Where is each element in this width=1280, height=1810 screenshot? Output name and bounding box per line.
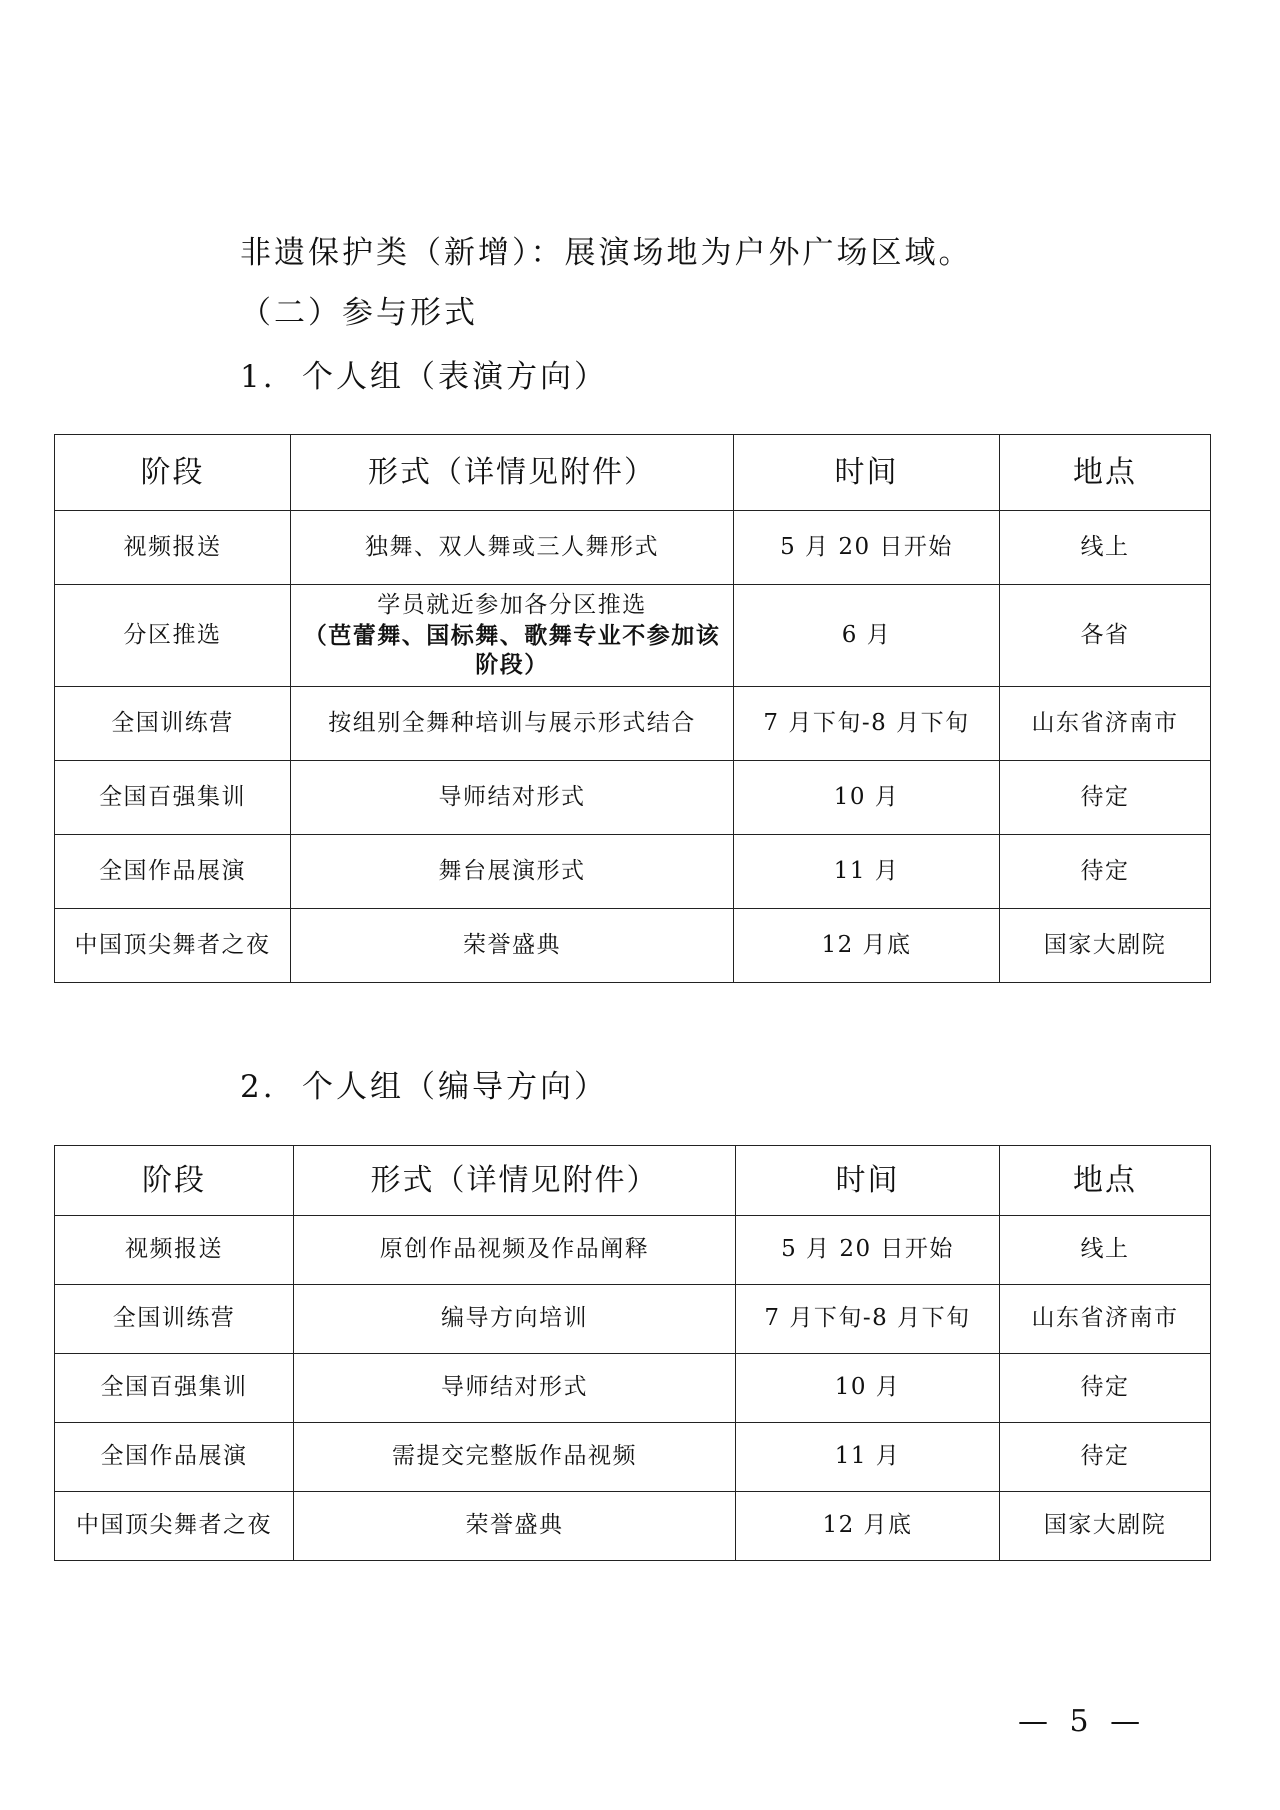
cell-form-note: （芭蕾舞、国标舞、歌舞专业不参加该阶段）: [303, 621, 721, 679]
cell-place: 待定: [1000, 1423, 1211, 1492]
table-row: [55, 511, 1211, 585]
cell-place: 线上: [1000, 511, 1211, 585]
cell-form: 原创作品视频及作品阐释: [294, 1216, 736, 1285]
table2-heading: [240, 1069, 608, 1105]
table1-heading-text: 个人组（表演方向）: [302, 359, 608, 395]
header-time: 时间: [736, 1146, 1000, 1216]
table-row: [55, 761, 1211, 835]
cell-form: [291, 585, 734, 687]
paragraph-nonheritage: 非遗保护类（新增）：展演场地为户外广场区域。: [240, 235, 973, 271]
cell-place: 待定: [1000, 835, 1211, 909]
cell-form: 需提交完整版作品视频: [294, 1423, 736, 1492]
cell-time: 12 月底: [734, 909, 1000, 983]
header-time: 时间: [734, 435, 1000, 511]
cell-form: 舞台展演形式: [291, 835, 734, 909]
cell-time: 12 月底: [736, 1492, 1000, 1561]
cell-time: 6 月: [734, 585, 1000, 687]
cell-time: 10 月: [734, 761, 1000, 835]
header-form: 形式（详情见附件）: [294, 1146, 736, 1216]
cell-place: 待定: [1000, 1354, 1211, 1423]
cell-time: 7 月下旬-8 月下旬: [734, 687, 1000, 761]
cell-form: 荣誉盛典: [294, 1492, 736, 1561]
cell-stage: 全国作品展演: [55, 835, 291, 909]
cell-time: 7 月下旬-8 月下旬: [736, 1285, 1000, 1354]
table-row: [55, 909, 1211, 983]
page-number: — 5 —: [1018, 1704, 1147, 1739]
table-header-row: [55, 1146, 1211, 1216]
cell-stage: 全国作品展演: [55, 1423, 294, 1492]
header-place: 地点: [1000, 1146, 1211, 1216]
section-heading-participation: （二）参与形式: [240, 295, 478, 331]
table-row: [55, 1354, 1211, 1423]
cell-stage: 全国百强集训: [55, 1354, 294, 1423]
cell-place: 国家大剧院: [1000, 909, 1211, 983]
cell-form: 导师结对形式: [294, 1354, 736, 1423]
table1-heading: [240, 359, 608, 395]
cell-form: 独舞、双人舞或三人舞形式: [291, 511, 734, 585]
table-row: [55, 1216, 1211, 1285]
table2-number: 2.: [240, 1069, 276, 1105]
table-row: [55, 835, 1211, 909]
cell-stage: 全国百强集训: [55, 761, 291, 835]
table1-number: 1.: [240, 359, 276, 395]
cell-time: 11 月: [734, 835, 1000, 909]
cell-place: 国家大剧院: [1000, 1492, 1211, 1561]
cell-stage: 中国顶尖舞者之夜: [55, 1492, 294, 1561]
table-row: [55, 1423, 1211, 1492]
cell-form: 荣誉盛典: [291, 909, 734, 983]
cell-stage: 分区推选: [55, 585, 291, 687]
cell-form-main: 学员就近参加各分区推选: [377, 591, 647, 618]
header-place: 地点: [1000, 435, 1211, 511]
cell-form: 导师结对形式: [291, 761, 734, 835]
cell-place: 各省: [1000, 585, 1211, 687]
cell-time: 5 月 20 日开始: [734, 511, 1000, 585]
cell-stage: 视频报送: [55, 1216, 294, 1285]
cell-place: 山东省济南市: [1000, 687, 1211, 761]
cell-form: 编导方向培训: [294, 1285, 736, 1354]
cell-time: 11 月: [736, 1423, 1000, 1492]
cell-stage: 全国训练营: [55, 687, 291, 761]
cell-stage: 视频报送: [55, 511, 291, 585]
table-row: [55, 687, 1211, 761]
cell-time: 10 月: [736, 1354, 1000, 1423]
choreography-schedule-table: [54, 1145, 1211, 1561]
cell-stage: 全国训练营: [55, 1285, 294, 1354]
header-form: 形式（详情见附件）: [291, 435, 734, 511]
table2-heading-text: 个人组（编导方向）: [302, 1069, 608, 1105]
header-stage: 阶段: [55, 1146, 294, 1216]
cell-form: 按组别全舞种培训与展示形式结合: [291, 687, 734, 761]
performance-schedule-table: [54, 434, 1211, 983]
table-row: [55, 585, 1211, 687]
table-header-row: [55, 435, 1211, 511]
cell-place: 线上: [1000, 1216, 1211, 1285]
table-row: [55, 1285, 1211, 1354]
cell-place: 山东省济南市: [1000, 1285, 1211, 1354]
cell-time: 5 月 20 日开始: [736, 1216, 1000, 1285]
cell-stage: 中国顶尖舞者之夜: [55, 909, 291, 983]
header-stage: 阶段: [55, 435, 291, 511]
cell-place: 待定: [1000, 761, 1211, 835]
table-row: [55, 1492, 1211, 1561]
